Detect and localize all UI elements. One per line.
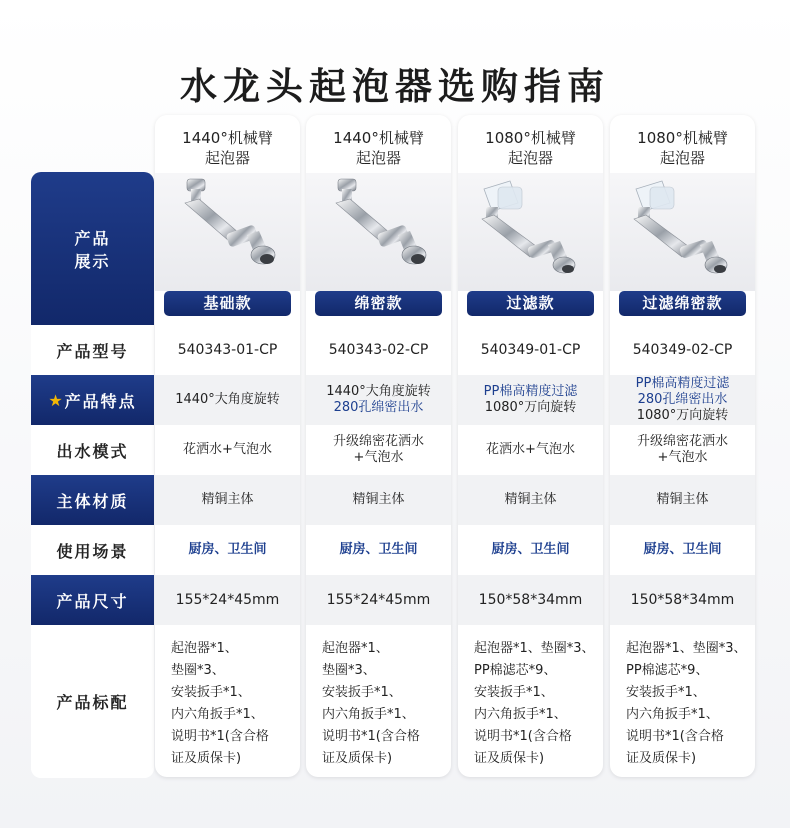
package-item: 安装扳手*1、 [322, 685, 402, 700]
product-model: 540343-02-CP [328, 342, 429, 358]
filter-aerator-arm-icon [610, 173, 755, 291]
package-item: 内六角扳手*1、 [171, 707, 264, 722]
package-item: 垫圈*3、 [171, 663, 225, 678]
product-image [306, 173, 451, 291]
water-mode-line: 升级绵密花洒水 [636, 434, 728, 449]
product-material: 精铜主体 [306, 475, 451, 525]
aerator-arm-icon [306, 173, 451, 291]
product-name [155, 115, 300, 173]
feature-highlight-line: PP棉高精度过滤 [483, 384, 578, 399]
label-display-line-1: 产品 [74, 228, 111, 248]
product-feature [155, 375, 300, 425]
label-scene: 使用场景 [31, 525, 154, 575]
product-badge: 过滤款 [467, 291, 594, 316]
package-item: 证及质保卡) [626, 751, 697, 766]
product-scene: 厨房、卫生间 [339, 542, 418, 557]
product-column-2 [306, 115, 451, 777]
page-title: 水龙头起泡器选购指南 [180, 65, 610, 108]
package-item: 内六角扳手*1、 [474, 707, 567, 722]
label-display-line-2: 展示 [74, 251, 111, 271]
label-feature [31, 375, 154, 425]
filter-aerator-arm-icon [458, 173, 603, 291]
package-item: 证及质保卡) [474, 751, 545, 766]
product-name-line-1: 1440°机械臂 [333, 129, 424, 147]
product-name-line-1: 1080°机械臂 [637, 129, 728, 147]
water-mode-line: 花洒水+气泡水 [183, 442, 272, 457]
water-mode-line: 花洒水+气泡水 [486, 442, 575, 457]
product-scene: 厨房、卫生间 [643, 542, 722, 557]
label-size: 产品尺寸 [31, 575, 154, 625]
product-size: 155*24*45mm [155, 575, 300, 625]
package-item: 说明书*1(含合格 [474, 729, 572, 744]
product-name-line-2: 起泡器 [659, 149, 705, 167]
package-item: 说明书*1(含合格 [171, 729, 269, 744]
product-name-line-1: 1080°机械臂 [485, 129, 576, 147]
label-package: 产品标配 [31, 625, 154, 778]
feature-line: 1440°大角度旋转 [175, 392, 280, 407]
package-item: 安装扳手*1、 [171, 685, 251, 700]
aerator-arm-icon [155, 173, 300, 291]
water-mode-line: +气泡水 [657, 450, 708, 465]
feature-line: 1440°大角度旋转 [326, 384, 431, 399]
product-water-mode [458, 425, 603, 475]
product-water-mode [155, 425, 300, 475]
product-name [458, 115, 603, 173]
product-badge: 过滤绵密款 [619, 291, 746, 316]
row-label-column [31, 172, 154, 778]
package-item: 证及质保卡) [171, 751, 242, 766]
product-name-line-2: 起泡器 [355, 149, 401, 167]
product-model: 540349-02-CP [632, 342, 733, 358]
label-feature-text: 产品特点 [64, 391, 137, 411]
product-column-1 [155, 115, 300, 777]
product-image [610, 173, 755, 291]
star-icon: ★ [48, 390, 63, 410]
product-name-line-1: 1440°机械臂 [182, 129, 273, 147]
product-feature [458, 375, 603, 425]
package-item: 内六角扳手*1、 [322, 707, 415, 722]
label-material: 主体材质 [31, 475, 154, 525]
product-badge: 基础款 [164, 291, 291, 316]
product-model: 540349-01-CP [480, 342, 581, 358]
product-package-list [155, 625, 300, 777]
package-item: 内六角扳手*1、 [626, 707, 719, 722]
product-package-list [610, 625, 755, 777]
product-name [610, 115, 755, 173]
product-material: 精铜主体 [155, 475, 300, 525]
product-name [306, 115, 451, 173]
product-size: 155*24*45mm [306, 575, 451, 625]
product-feature [610, 375, 755, 425]
package-item: PP棉滤芯*9、 [626, 663, 709, 678]
water-mode-line: 升级绵密花洒水 [332, 434, 424, 449]
product-column-4 [610, 115, 755, 777]
package-item: 安装扳手*1、 [626, 685, 706, 700]
label-model: 产品型号 [31, 325, 154, 375]
product-name-line-2: 起泡器 [204, 149, 250, 167]
package-item: 起泡器*1、 [322, 641, 389, 656]
product-water-mode [306, 425, 451, 475]
product-size: 150*58*34mm [610, 575, 755, 625]
product-image [155, 173, 300, 291]
package-item: 起泡器*1、垫圈*3、 [626, 641, 747, 656]
product-model: 540343-01-CP [177, 342, 278, 358]
product-material: 精铜主体 [610, 475, 755, 525]
feature-line: 1080°万向旋转 [484, 400, 577, 415]
product-image [458, 173, 603, 291]
feature-highlight-line: PP棉高精度过滤 [635, 376, 730, 391]
package-item: 起泡器*1、 [171, 641, 238, 656]
product-package-list [306, 625, 451, 777]
package-item: 起泡器*1、垫圈*3、 [474, 641, 595, 656]
product-scene: 厨房、卫生间 [188, 542, 267, 557]
package-item: 安装扳手*1、 [474, 685, 554, 700]
product-feature [306, 375, 451, 425]
package-item: PP棉滤芯*9、 [474, 663, 557, 678]
product-column-3 [458, 115, 603, 777]
product-size: 150*58*34mm [458, 575, 603, 625]
package-item: 说明书*1(含合格 [322, 729, 420, 744]
water-mode-line: +气泡水 [353, 450, 404, 465]
product-package-list [458, 625, 603, 777]
package-item: 垫圈*3、 [322, 663, 376, 678]
product-badge: 绵密款 [315, 291, 442, 316]
package-item: 证及质保卡) [322, 751, 393, 766]
product-name-line-2: 起泡器 [507, 149, 553, 167]
label-water-mode: 出水模式 [31, 425, 154, 475]
product-material: 精铜主体 [458, 475, 603, 525]
package-item: 说明书*1(含合格 [626, 729, 724, 744]
label-display [31, 172, 154, 325]
feature-highlight-line: 280孔绵密出水 [637, 392, 728, 407]
product-water-mode [610, 425, 755, 475]
feature-line: 1080°万向旋转 [636, 408, 729, 423]
product-scene: 厨房、卫生间 [491, 542, 570, 557]
feature-highlight-line: 280孔绵密出水 [333, 400, 424, 415]
